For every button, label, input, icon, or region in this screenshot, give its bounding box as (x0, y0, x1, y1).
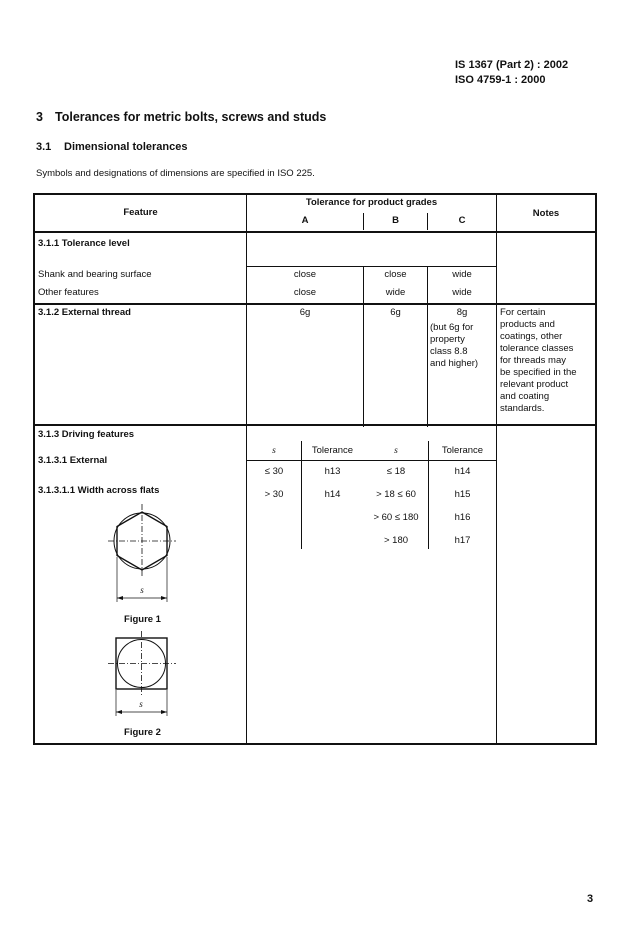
row-external-thread-title: 3.1.2 External thread (38, 307, 131, 318)
subtable-ab-tol-value: h14 (324, 489, 341, 500)
thread-c-note-line: property (430, 334, 465, 345)
subtable-c-tol-value: h17 (454, 535, 471, 546)
header-grades: Tolerance for product grades (305, 197, 438, 208)
thread-notes-line: relevant product (500, 379, 569, 390)
subtable-c-tol-value: h14 (454, 466, 471, 477)
thread-notes-line: products and (500, 319, 555, 330)
subtable-header-line (247, 460, 496, 461)
row-thread-a: 6g (299, 307, 311, 318)
table-right-border (595, 193, 597, 745)
row-other-b: wide (385, 287, 406, 298)
thread-notes-line: and coating (500, 391, 550, 402)
row-sep-thread (33, 303, 597, 305)
intro-text: Symbols and designations of dimensions are specified in ISO 225. (36, 168, 315, 179)
page-number: 3 (587, 893, 594, 905)
table-bottom-border (33, 743, 597, 745)
thread-c-note-line: class 8.8 (430, 346, 468, 357)
thread-notes-line: coatings, other (500, 331, 563, 342)
header-grade-c: C (458, 215, 466, 226)
row-driving-features-title: 3.1.3 Driving features (38, 429, 135, 440)
thread-notes-line: For certain (500, 307, 546, 318)
col-sep-notes (496, 193, 497, 744)
figure-2-caption: Figure 2 (124, 727, 161, 738)
row-tolerance-level-title: 3.1.1 Tolerance level (38, 238, 130, 249)
thread-notes-line: for threads may (500, 355, 566, 366)
row-shank-label: Shank and bearing surface (38, 269, 152, 280)
subtable-ab-s-value: ≤ 30 (264, 466, 284, 477)
row-other-a: close (293, 287, 317, 298)
figure-2-dimension-label: s (139, 699, 143, 709)
header-bottom-border (33, 231, 597, 233)
row-shank-b: close (384, 269, 407, 280)
thread-notes-line: be specified in the (500, 367, 577, 378)
standard-number-is: IS 1367 (Part 2) : 2002 (455, 59, 569, 71)
row-width-across-flats-title: 3.1.3.1.1 Width across flats (38, 485, 160, 496)
row-shank-a: close (293, 269, 317, 280)
row-sep-driving (33, 424, 597, 426)
header-grade-a: A (301, 215, 309, 226)
row-external-title: 3.1.3.1 External (38, 455, 108, 466)
subtable-c-s-value: > 60 ≤ 180 (373, 512, 419, 523)
thread-notes-line: standards. (500, 403, 545, 414)
row-other-c: wide (452, 287, 472, 298)
subtable-c-tol-head: Tolerance (441, 445, 484, 456)
standard-number-iso: ISO 4759-1 : 2000 (455, 74, 546, 86)
row-shank-c: wide (452, 269, 472, 280)
row-thread-b: 6g (390, 307, 401, 318)
subtable-c-tol-value: h15 (454, 489, 471, 500)
table-left-border (33, 193, 35, 745)
section-title: Tolerances for metric bolts, screws and studs (55, 110, 327, 124)
header-grade-b: B (392, 215, 399, 226)
subtable-ab-s-head: s (272, 446, 276, 456)
row-thread-c: 8g (456, 307, 468, 318)
subsection-title: Dimensional tolerances (64, 141, 188, 153)
row-other-label: Other features (38, 287, 99, 298)
subtable-ab-tol-value: h13 (324, 466, 341, 477)
thread-c-note-line: and higher) (430, 358, 479, 369)
section-number: 3 (36, 110, 43, 124)
subtable-c-s-value: > 180 (383, 535, 409, 546)
row-sep-tolerance-level (246, 266, 496, 267)
figure-1-caption: Figure 1 (124, 614, 161, 625)
subtable-c-tol-value: h16 (454, 512, 471, 523)
figure-1-dimension-label: s (140, 585, 144, 595)
subsection-number: 3.1 (36, 141, 52, 153)
subtable-c-s-value: > 18 ≤ 60 (376, 489, 416, 500)
table-top-border (33, 193, 597, 195)
subtable-c-s-head: s (394, 446, 398, 456)
thread-c-note-line: (but 6g for (430, 322, 474, 333)
thread-notes-line: tolerance classes (500, 343, 574, 354)
header-feature: Feature (123, 207, 158, 218)
header-notes: Notes (532, 208, 560, 219)
subtable-c-s-value: ≤ 18 (386, 466, 406, 477)
subtable-ab-s-value: > 30 (264, 489, 284, 500)
subtable-ab-tol-head: Tolerance (311, 445, 354, 456)
